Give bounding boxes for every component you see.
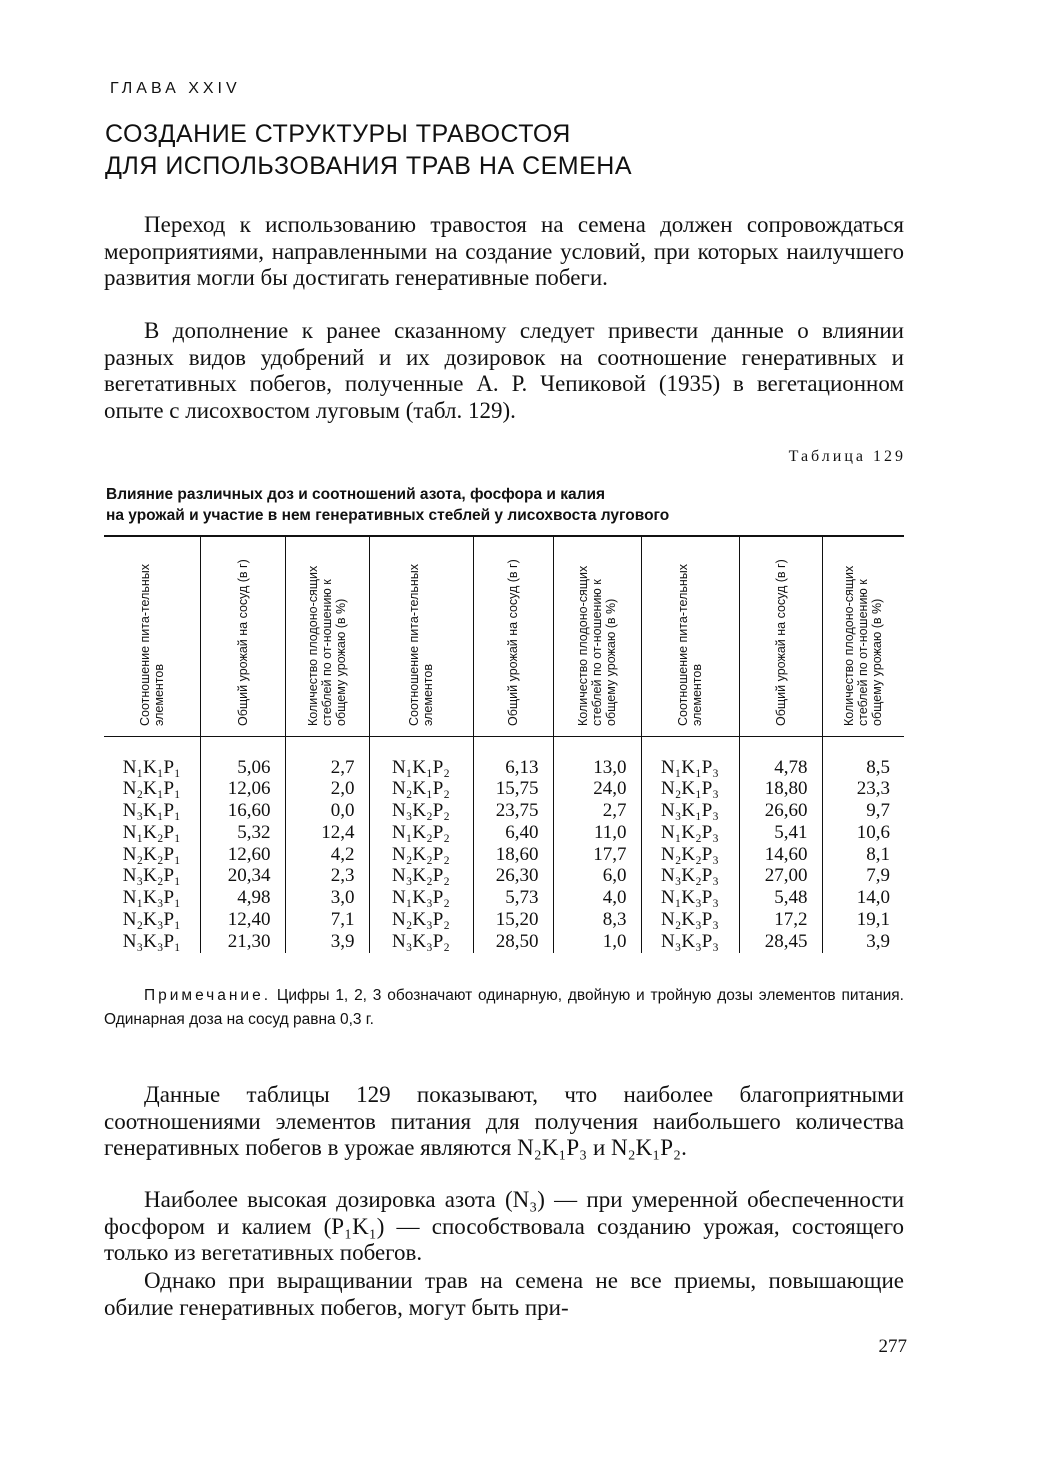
data-table-wrapper bbox=[104, 535, 904, 953]
table-cell: 18,80 bbox=[739, 778, 822, 800]
table-cell: N₁K₃P₁ bbox=[122, 887, 181, 909]
table-row bbox=[104, 800, 904, 822]
title-line: СОЗДАНИЕ СТРУКТУРЫ ТРАВОСТОЯ bbox=[105, 120, 571, 148]
table-cell: 18,60 bbox=[473, 844, 553, 866]
table-cell: 2,0 bbox=[285, 778, 369, 800]
table-cell: 21,30 bbox=[200, 931, 285, 953]
table-cell: N₁K₁P₁ bbox=[122, 756, 181, 778]
table-label: Таблица 129 bbox=[788, 448, 906, 465]
table-cell: 8,1 bbox=[822, 844, 904, 866]
table-cell: 19,1 bbox=[822, 909, 904, 931]
table-cell: 4,2 bbox=[285, 844, 369, 866]
table-cell: N₃K₃P₁ bbox=[122, 930, 181, 952]
table-cell: N₃K₂P₂ bbox=[369, 800, 473, 822]
table-caption bbox=[106, 484, 896, 526]
header-cell: Количество плодоно-сящих стеблей по от-ношению к общему урожаю (в %) bbox=[553, 536, 641, 736]
table-cell: 15,75 bbox=[473, 778, 553, 800]
table-cell: 12,40 bbox=[200, 909, 285, 931]
table-cell: N₃K₂P₂ bbox=[369, 865, 473, 887]
header-cell: Соотношение пита-тельных элементов bbox=[369, 536, 473, 736]
table-row bbox=[104, 909, 904, 931]
table-cell: 27,00 bbox=[739, 865, 822, 887]
table-cell: 12,60 bbox=[200, 844, 285, 866]
paragraph-1: Переход к использованию травостоя на семена должен сопровождаться мероприятиями, направленными на создание условий, при которых наилучшего развития могли бы достигать генеративные побеги. bbox=[104, 212, 904, 291]
table-cell: 26,30 bbox=[473, 865, 553, 887]
header-cell: Количество плодоно-сящих стеблей по от-ношению к общему урожаю (в %) bbox=[285, 536, 369, 736]
paragraph-4: Наиболее высокая дозировка азота (N₃) — при умеренной обеспеченности фосфором и калием (P₁K₁) — способствовала созданию урожая, состоящего только из вегетативных побегов. bbox=[104, 1187, 904, 1266]
table-cell: 6,0 bbox=[553, 865, 641, 887]
table-cell: 4,0 bbox=[553, 887, 641, 909]
table-cell: 4,98 bbox=[200, 887, 285, 909]
table-cell: 8,3 bbox=[553, 909, 641, 931]
table-cell: 20,34 bbox=[200, 865, 285, 887]
chapter-heading: ГЛАВА XXIV bbox=[110, 80, 241, 97]
note-text: Цифры 1, 2, 3 обозначают одинарную, двойную и тройную дозы элементов питания. Одинарная доза на сосуд равна 0,3 г. bbox=[104, 987, 904, 1028]
header-cell: Количество плодоно-сящих стеблей по от-ношению к общему урожаю (в %) bbox=[822, 536, 904, 736]
table-cell: N₁K₂P₁ bbox=[122, 821, 181, 843]
table-cell: 5,73 bbox=[473, 887, 553, 909]
table-body bbox=[104, 736, 904, 953]
table-cell: N₂K₃P₁ bbox=[122, 909, 181, 931]
header-cell: Соотношение пита-тельных элементов bbox=[104, 536, 200, 736]
table-cell: N₃K₃P₂ bbox=[369, 931, 473, 953]
table-cell: 14,60 bbox=[739, 844, 822, 866]
table-cell: 2,7 bbox=[553, 800, 641, 822]
table-cell: N₁K₁P₃ bbox=[641, 736, 739, 778]
table-row bbox=[104, 822, 904, 844]
table-cell: 23,75 bbox=[473, 800, 553, 822]
table-cell: 26,60 bbox=[739, 800, 822, 822]
table-cell: N₂K₂P₂ bbox=[369, 844, 473, 866]
table-cell: 28,50 bbox=[473, 931, 553, 953]
table-cell: N₂K₂P₃ bbox=[641, 844, 739, 866]
fertilizer-table bbox=[104, 535, 904, 953]
table-row bbox=[104, 736, 904, 778]
table-cell: 6,40 bbox=[473, 822, 553, 844]
table-cell: 17,2 bbox=[739, 909, 822, 931]
table-cell: N₁K₃P₂ bbox=[369, 887, 473, 909]
header-cell: Общий урожай на сосуд (в г) bbox=[739, 536, 822, 736]
table-cell: N₃K₃P₃ bbox=[641, 931, 739, 953]
paragraph-2: В дополнение к ранее сказанному следует привести данные о влиянии разных видов удобрений и их дозировок на соотношение генеративных и вегетативных побегов, полученные А. Р. Чепиковой (1935) в вегетационном опыте с лисохвостом луговым (табл. 129). bbox=[104, 318, 904, 423]
table-cell: 14,0 bbox=[822, 887, 904, 909]
table-note bbox=[104, 984, 904, 1032]
table-cell: 8,5 bbox=[822, 736, 904, 778]
table-row bbox=[104, 887, 904, 909]
section-title bbox=[105, 118, 865, 182]
table-cell: 24,0 bbox=[553, 778, 641, 800]
table-cell: N₁K₂P₃ bbox=[641, 822, 739, 844]
table-cell: 5,06 bbox=[200, 736, 285, 778]
table-cell: N₂K₃P₂ bbox=[369, 909, 473, 931]
table-cell: 13,0 bbox=[553, 736, 641, 778]
paragraph-5: Однако при выращивании трав на семена не все приемы, повышающие обилие генеративных побегов, могут быть при- bbox=[104, 1268, 904, 1320]
table-cell: 3,9 bbox=[822, 931, 904, 953]
table-cell: 5,48 bbox=[739, 887, 822, 909]
table-cell: N₂K₁P₂ bbox=[369, 778, 473, 800]
table-cell: 2,3 bbox=[285, 865, 369, 887]
table-cell: 2,7 bbox=[285, 736, 369, 778]
table-cell: 17,7 bbox=[553, 844, 641, 866]
table-cell: 12,4 bbox=[285, 822, 369, 844]
table-cell: 10,6 bbox=[822, 822, 904, 844]
table-cell: 6,13 bbox=[473, 736, 553, 778]
table-cell: 0,0 bbox=[285, 800, 369, 822]
caption-line: Влияние различных доз и соотношений азота, фосфора и калия bbox=[106, 486, 606, 503]
table-row bbox=[104, 865, 904, 887]
header-cell: Общий урожай на сосуд (в г) bbox=[200, 536, 285, 736]
table-cell: 4,78 bbox=[739, 736, 822, 778]
table-row bbox=[104, 844, 904, 866]
table-cell: 12,06 bbox=[200, 778, 285, 800]
table-cell: 3,9 bbox=[285, 931, 369, 953]
caption-line: на урожай и участие в нем генеративных стеблей у лисохвоста лугового bbox=[106, 507, 670, 524]
table-cell: 7,1 bbox=[285, 909, 369, 931]
table-cell: N₂K₁P₃ bbox=[641, 778, 739, 800]
table-cell: 5,41 bbox=[739, 822, 822, 844]
table-row bbox=[104, 778, 904, 800]
table-cell: 16,60 bbox=[200, 800, 285, 822]
table-cell: 15,20 bbox=[473, 909, 553, 931]
paragraph-3: Данные таблицы 129 показывают, что наиболее благоприятными соотношениями элементов питания для получения наибольшего количества генеративных побегов в урожае являются N₂K₁P₃ и N₂K₁P₂. bbox=[104, 1082, 904, 1161]
table-cell: 28,45 bbox=[739, 931, 822, 953]
note-label: Примечание. bbox=[144, 987, 272, 1004]
table-cell: 9,7 bbox=[822, 800, 904, 822]
title-line: ДЛЯ ИСПОЛЬЗОВАНИЯ ТРАВ НА СЕМЕНА bbox=[105, 152, 633, 180]
table-cell: N₃K₂P₃ bbox=[641, 865, 739, 887]
table-cell: N₃K₁P₁ bbox=[122, 800, 181, 822]
header-cell: Общий урожай на сосуд (в г) bbox=[473, 536, 553, 736]
table-cell: N₂K₂P₁ bbox=[122, 843, 181, 865]
header-cell: Соотношение пита-тельных элементов bbox=[641, 536, 739, 736]
table-cell: 7,9 bbox=[822, 865, 904, 887]
page-number: 277 bbox=[878, 1336, 907, 1357]
table-cell: N₁K₂P₂ bbox=[369, 822, 473, 844]
table-cell: 11,0 bbox=[553, 822, 641, 844]
table-cell: 5,32 bbox=[200, 822, 285, 844]
table-cell: N₂K₃P₃ bbox=[641, 909, 739, 931]
table-cell: N₂K₁P₁ bbox=[122, 778, 181, 800]
table-cell: 23,3 bbox=[822, 778, 904, 800]
table-cell: 3,0 bbox=[285, 887, 369, 909]
table-cell: N₁K₃P₃ bbox=[641, 887, 739, 909]
table-row bbox=[104, 931, 904, 953]
table-cell: 1,0 bbox=[553, 931, 641, 953]
table-cell: N₁K₁P₂ bbox=[369, 736, 473, 778]
table-cell: N₃K₂P₁ bbox=[122, 865, 181, 887]
table-header-row bbox=[104, 536, 904, 736]
table-cell: N₃K₁P₃ bbox=[641, 800, 739, 822]
